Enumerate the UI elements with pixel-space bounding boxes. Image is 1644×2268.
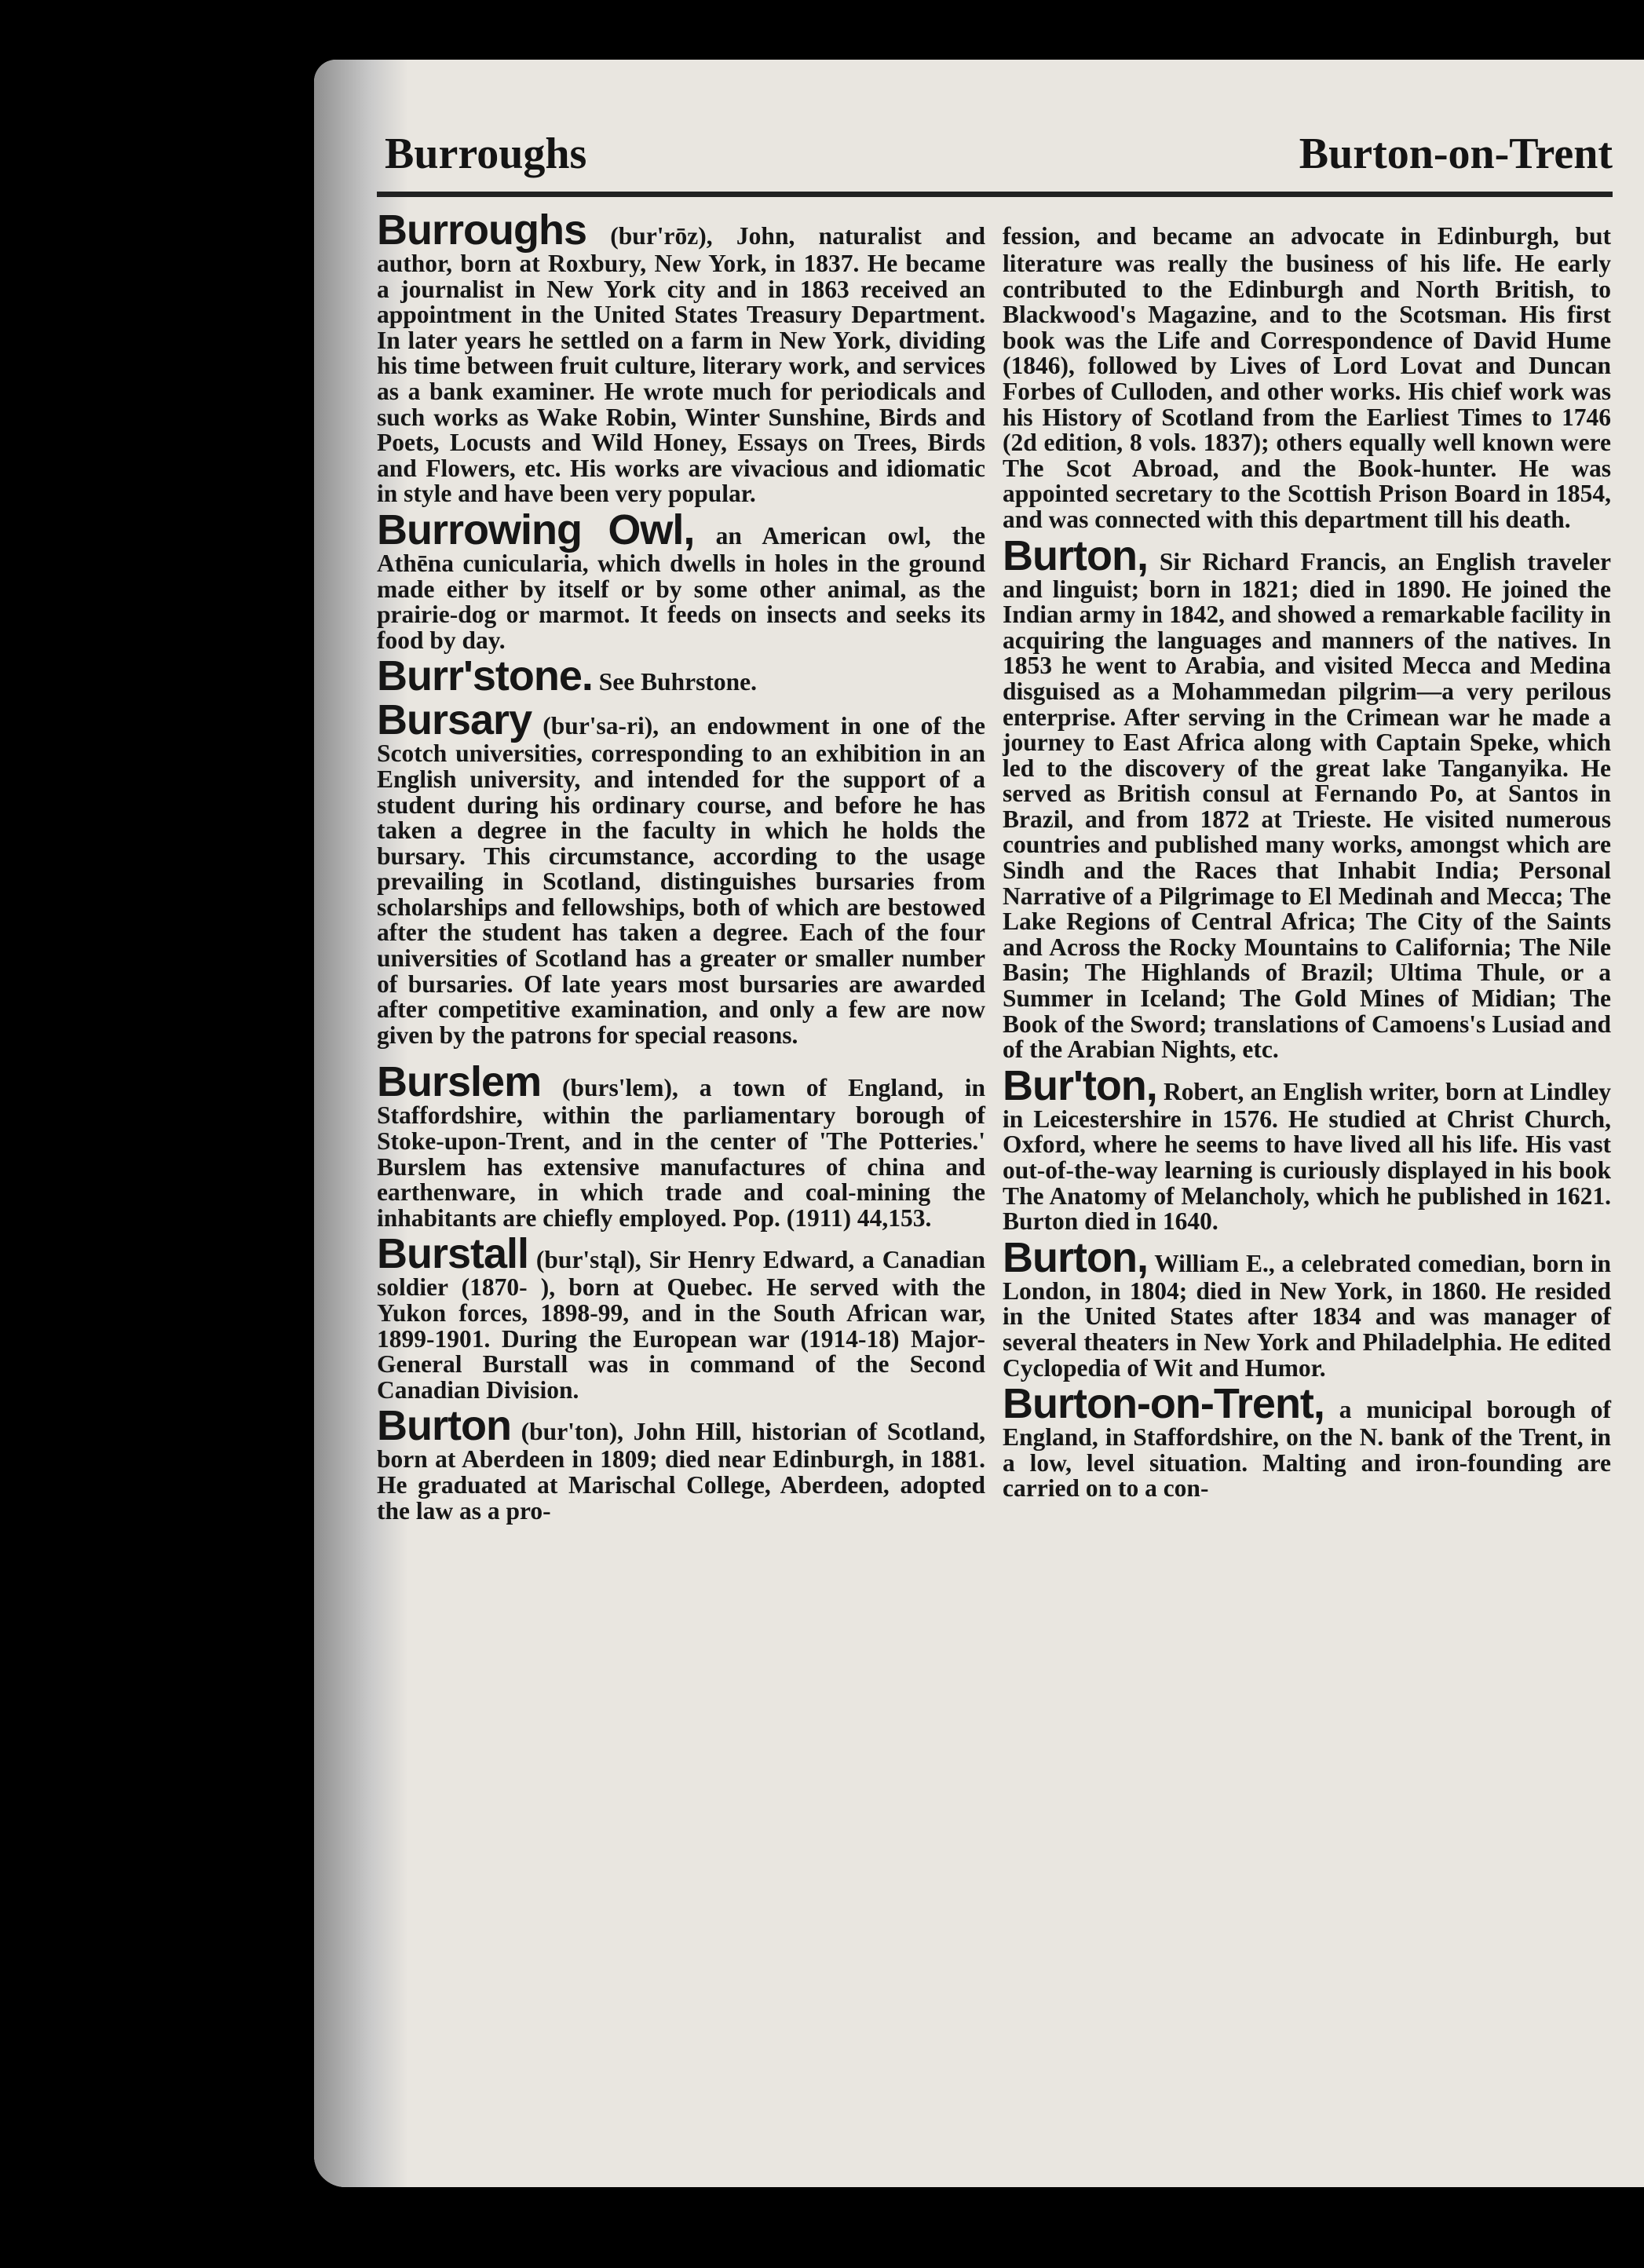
entry-headword: Burstall [377, 1230, 529, 1278]
entry-burslem [377, 1058, 985, 1232]
entry-headword: Burton-on-Trent, [1003, 1380, 1324, 1428]
right-column [1003, 209, 1611, 1503]
entry-text: fession, and became an advocate in Edinburgh, but literature was really the business of his life. He early contributed to the Edinburgh and North British, to Blackwood's Magazine, and to the Scotsman. His first book was the Life and Correspondence of David Hume (1846), followed by Lives of Lord Lovat and Duncan Forbes of Culloden, and other works. His chief work was his History of Scotland from the Earliest Times to 1746 (2d edition, 8 vols. 1837); others equally well known were The Scot Abroad, and the Book-hunter. He was appointed secretary to the Scottish Prison Board in 1854, and was connected with this department till his death. [1003, 222, 1611, 533]
left-column [377, 206, 985, 1525]
header-rule [377, 192, 1613, 197]
entry-text: (bur'stąl), Sir Henry Edward, a Canadian soldier (1870- ), born at Quebec. He served with the Yukon forces, 1898-99, and in the South African war, 1899-1901. During the European war (1914-18) Major-General Burstall was in command of the Second Canadian Division. [377, 1246, 985, 1404]
entry-burton-on-trent [1003, 1382, 1611, 1502]
entry-text: (bur'sa-ri), an endowment in one of the Scotch universities, corresponding to an exhibition in an English university, and intended for the support of a student during his ordinary course, and before he has taken a degree in the faculty in which he holds the bursary. This circumstance, according to the usage prevailing in Scotland, distinguishes bursaries from scholarships and fellowships, both of which are bestowed after the student has taken a degree. Each of the four universities of Scotland has a greater or smaller number of bursaries. Of late years most bursaries are awarded after competitive examination, and only a few are now given by the patrons for special reasons. [377, 712, 985, 1049]
header-left-guideword: Burroughs [385, 130, 587, 178]
header-right-guideword: Burton-on-Trent [1299, 130, 1613, 178]
entry-burton-richard-francis [1003, 531, 1611, 1064]
entry-text: an American owl, the Athēna cunicularia, which dwells in holes in the ground made either by itself or by some other animal, as the prairie-dog or marmot. It feeds on insects and seeks its food by day. [377, 521, 985, 654]
entry-continuation [1003, 209, 1611, 533]
entry-burton-robert [1003, 1061, 1611, 1236]
entry-headword: Burr'stone. [377, 652, 593, 700]
entry-headword: Bursary [377, 696, 532, 744]
entry-headword: Burton [377, 1402, 511, 1450]
entry-burton-john-hill [377, 1404, 985, 1524]
entry-headword: Burslem [377, 1058, 542, 1106]
entry-burrowing-owl [377, 506, 985, 654]
entry-bursary [377, 696, 985, 1049]
entry-text: William E., a celebrated comedian, born in London, in 1804; died in New York, in 1860. He resided in the United States after 1834 and was manager of several theaters in New York and Philadelphia. He edited Cyclopedia of Wit and Humor. [1003, 1249, 1611, 1382]
entry-headword: Burton, [1003, 531, 1148, 579]
entry-text: (bur'ton), John Hill, historian of Scotland, born at Aberdeen in 1809; died near Edinburgh, in 1881. He graduated at Marischal College, Aberdeen, adopted the law as a pro- [377, 1418, 985, 1525]
page-header [385, 122, 1613, 201]
dictionary-page [314, 60, 1644, 2187]
entry-burstall [377, 1230, 985, 1404]
entry-headword: Burroughs [377, 206, 586, 254]
entry-headword: Burrowing Owl, [377, 506, 695, 553]
entry-text: Sir Richard Francis, an English traveler and linguist; born in 1821; died in 1890. He joined the Indian army in 1842, and showed a remarkable facility in acquiring the languages and manners of the natives. In 1853 he went to Arabia, and visited Mecca and Medina disguised as a Mohammedan pilgrim—a very perilous enterprise. After serving in the Crimean war he made a journey to East Africa along with Captain Speke, which led to the discovery of the great lake Tanganyika. He served as British consul at Fernando Po, at Santos in Brazil, and from 1872 at Trieste. He visited numerous countries and published many works, amongst which are Sindh and the Races that Inhabit India; Personal Narrative of a Pilgrimage to El Medinah and Mecca; The Lake Regions of Central Africa; The City of the Saints and Across the Rocky Mountains to California; The Nile Basin; The Highlands of Brazil; Ultima Thule, or a Summer in Iceland; The Gold Mines of Midian; The Book of the Sword; translations of Camoens's Lusiad and of the Arabian Nights, etc. [1003, 547, 1611, 1064]
entry-headword: Burton, [1003, 1233, 1148, 1281]
entry-text: See Buhrstone. [592, 668, 758, 696]
entry-text: Robert, an English writer, born at Lindley in Leicestershire in 1576. He studied at Christ Church, Oxford, where he seems to have lived all his life. His vast out-of-the-way learning is curiously displayed in his book The Anatomy of Melancholy, which he published in 1621. Burton died in 1640. [1003, 1077, 1611, 1236]
entry-burrstone [377, 652, 985, 700]
entry-headword: Bur'ton, [1003, 1061, 1157, 1109]
entry-text: (bur'rōz), John, naturalist and author, born at Roxbury, New York, in 1837. He became a journalist in New York city and in 1863 received an appointment in the United States Treasury Department. In later years he settled on a farm in New York, dividing his time between fruit culture, literary work, and services as a bank examiner. He wrote much for periodicals and such works as Wake Robin, Winter Sunshine, Birds and Poets, Locusts and Wild Honey, Essays on Trees, Birds and Flowers, etc. His works are vivacious and idiomatic in style and have been very popular. [377, 222, 985, 508]
entry-text: (burs'lem), a town of England, in Staffordshire, within the parliamentary borough of Stoke-upon-Trent, and in the center of 'The Potteries.' Burslem has extensive manufactures of china and earthenware, in which trade and coal-mining the inhabitants are chiefly employed. Pop. (1911) 44,153. [377, 1074, 985, 1232]
entry-burton-william [1003, 1233, 1611, 1382]
entry-text: a municipal borough of England, in Staffordshire, on the N. bank of the Trent, in a low, level situation. Malting and iron-founding are carried on to a con- [1003, 1396, 1611, 1503]
entry-burroughs [377, 206, 985, 508]
